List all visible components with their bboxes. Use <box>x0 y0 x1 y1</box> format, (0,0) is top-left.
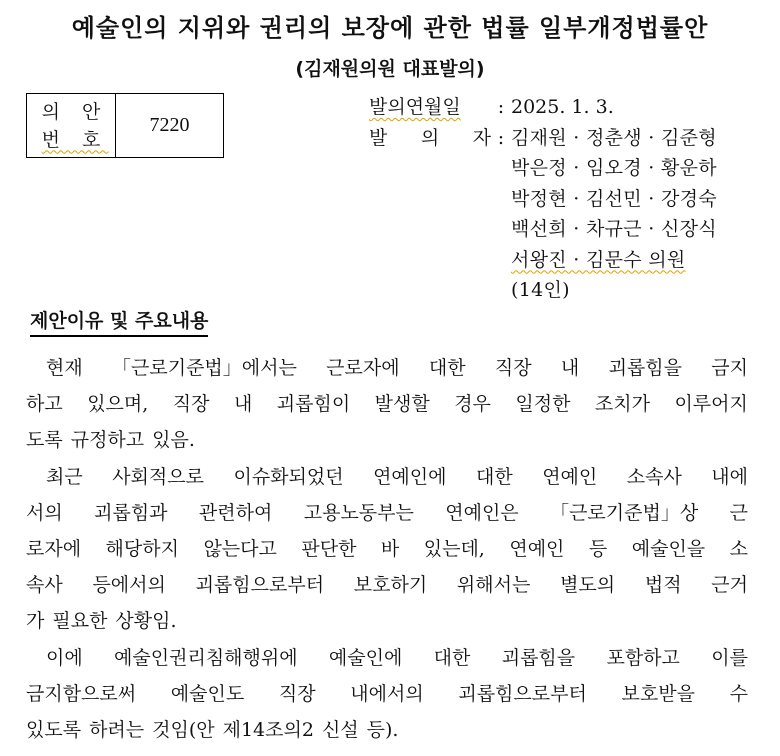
proposal-date-label: 발의연월일 <box>369 96 461 118</box>
word: 로자에 <box>26 538 82 561</box>
word: 연예인은 <box>445 501 519 524</box>
word: 괴롭힘이 <box>276 393 351 416</box>
proposer-line: 박정현 · 김선민 · 강경숙 <box>511 187 717 210</box>
proposal-date-row <box>369 92 717 123</box>
word: 예술인도 <box>170 682 245 705</box>
body-text <box>26 350 748 748</box>
word: 「근로기준법」상 <box>550 501 699 524</box>
word: 해당하지 <box>105 538 179 561</box>
word: 괴롭힘을 <box>501 646 576 669</box>
word: 규정하고 <box>70 429 145 452</box>
word: 괴롭힘을 <box>608 357 682 379</box>
bill-subtitle: (김재원의원 대표발의) <box>295 58 485 80</box>
word: 하고 <box>26 393 63 416</box>
word: 조치가 <box>594 393 650 416</box>
word: 이를 <box>711 646 748 669</box>
proposer-line: 김재원 · 정춘생 · 김준형 <box>511 126 717 149</box>
word: 등 <box>588 538 608 561</box>
word: 내에서의 <box>350 682 424 705</box>
body-line <box>26 531 748 567</box>
body-line <box>26 640 748 676</box>
proposal-date-value: 2025. 1. 3. <box>511 96 614 118</box>
word: 예술인권리침해행위에 <box>114 646 298 669</box>
proposer-list <box>511 123 717 306</box>
body-line <box>26 350 748 386</box>
word: 상황임. <box>115 610 177 633</box>
word: 근로자에 <box>326 357 400 379</box>
word: 「근로기준법」에서는 <box>112 357 297 379</box>
body-line <box>26 567 748 603</box>
word: 연예인 <box>542 465 598 488</box>
word: 법적 <box>644 574 682 597</box>
word: 직장 <box>278 682 316 705</box>
body-line <box>26 459 748 495</box>
bill-number-label <box>27 94 116 157</box>
word: 연예인 <box>509 538 565 561</box>
proposers-block <box>369 123 717 306</box>
bill-label-line2: 번 호 <box>41 128 109 151</box>
word: 연예인에 <box>373 465 447 488</box>
word: 대한 <box>433 646 471 669</box>
word: 이루어지 <box>674 393 748 416</box>
word: 괴롭힘으로부터 <box>458 682 587 705</box>
word: 예술인을 <box>631 538 706 561</box>
word: 관련하여 <box>198 501 273 524</box>
word: 이에 <box>46 646 83 669</box>
word: 내에 <box>711 465 748 488</box>
date-colon: : <box>497 96 505 118</box>
word: 예술인에 <box>328 646 403 669</box>
word: 대한 <box>428 357 466 379</box>
word: 괴롭힘으로부터 <box>195 574 325 597</box>
word: 판단한 <box>301 538 357 561</box>
word: 발생할 <box>374 393 430 416</box>
word: 소속사 <box>626 465 682 488</box>
word: 일정한 <box>515 393 571 416</box>
body-line <box>26 386 748 422</box>
body-line <box>26 603 748 639</box>
word: 있도록 <box>26 719 82 742</box>
word: 가 <box>26 610 45 633</box>
body-line <box>26 422 748 458</box>
word: 수 <box>729 682 748 705</box>
bill-number-box <box>26 93 224 158</box>
word: 보호하기 <box>353 574 428 597</box>
bill-number-value: 7220 <box>149 114 190 136</box>
bill-label-line1: 의 안 <box>41 100 109 123</box>
word: 도록 <box>26 429 63 452</box>
proposers-colon: : <box>497 126 505 149</box>
word: 내 <box>233 393 253 416</box>
body-line <box>26 712 748 748</box>
word: 근거 <box>711 574 748 597</box>
word: 사회적으로 <box>112 465 204 488</box>
word: 제14조의2 <box>222 719 314 742</box>
word: 대한 <box>475 465 513 488</box>
word: 이슈화되었던 <box>233 465 344 488</box>
word: 하려는 <box>89 719 145 742</box>
bill-title: 예술인의 지위와 권리의 보장에 관한 법률 일부개정법률안 <box>71 14 709 42</box>
word: 최근 <box>46 465 83 488</box>
word: 내 <box>560 357 580 379</box>
word: 보호받을 <box>621 682 695 705</box>
word: 소 <box>729 538 748 561</box>
word: 직장 <box>172 393 210 416</box>
proposer-count: (14인) <box>511 279 570 301</box>
word: 별도의 <box>560 574 616 597</box>
word: 직장 <box>494 357 532 379</box>
word: 포함하고 <box>606 646 680 669</box>
word: 고용노동부는 <box>303 501 414 524</box>
word: 것임(안 <box>152 719 215 742</box>
word: 현재 <box>46 357 83 379</box>
word: 경우 <box>454 393 491 416</box>
proposer-line: 서왕진 · 김문수 의원 <box>511 248 686 271</box>
word: 속사 <box>26 574 63 597</box>
word: 있으며, <box>87 393 149 416</box>
word: 필요한 <box>52 610 108 633</box>
word: 있는데, <box>423 538 485 561</box>
word: 신설 <box>321 719 359 742</box>
word: 등). <box>366 719 399 742</box>
word: 서의 <box>26 501 63 524</box>
section-heading: 제안이유 및 주요내용 <box>30 306 208 337</box>
word: 있음. <box>152 429 195 452</box>
word: 근 <box>729 501 748 524</box>
proposer-line: 박은정 · 임오경 · 황운하 <box>511 157 717 179</box>
proposers-label-group <box>369 123 511 306</box>
word: 금지 <box>711 357 748 379</box>
word: 않는다고 <box>203 538 277 561</box>
body-line <box>26 495 748 531</box>
body-line <box>26 676 748 712</box>
word: 위해서는 <box>456 574 531 597</box>
word: 등에서의 <box>92 574 166 597</box>
word: 바 <box>380 538 400 561</box>
proposers-label: 발 의 자 <box>369 126 491 149</box>
word: 괴롭힘과 <box>94 501 168 524</box>
word: 금지함으로써 <box>26 682 137 705</box>
proposal-meta <box>369 92 717 306</box>
proposer-line: 백선희 · 차규근 · 신장식 <box>511 218 717 240</box>
